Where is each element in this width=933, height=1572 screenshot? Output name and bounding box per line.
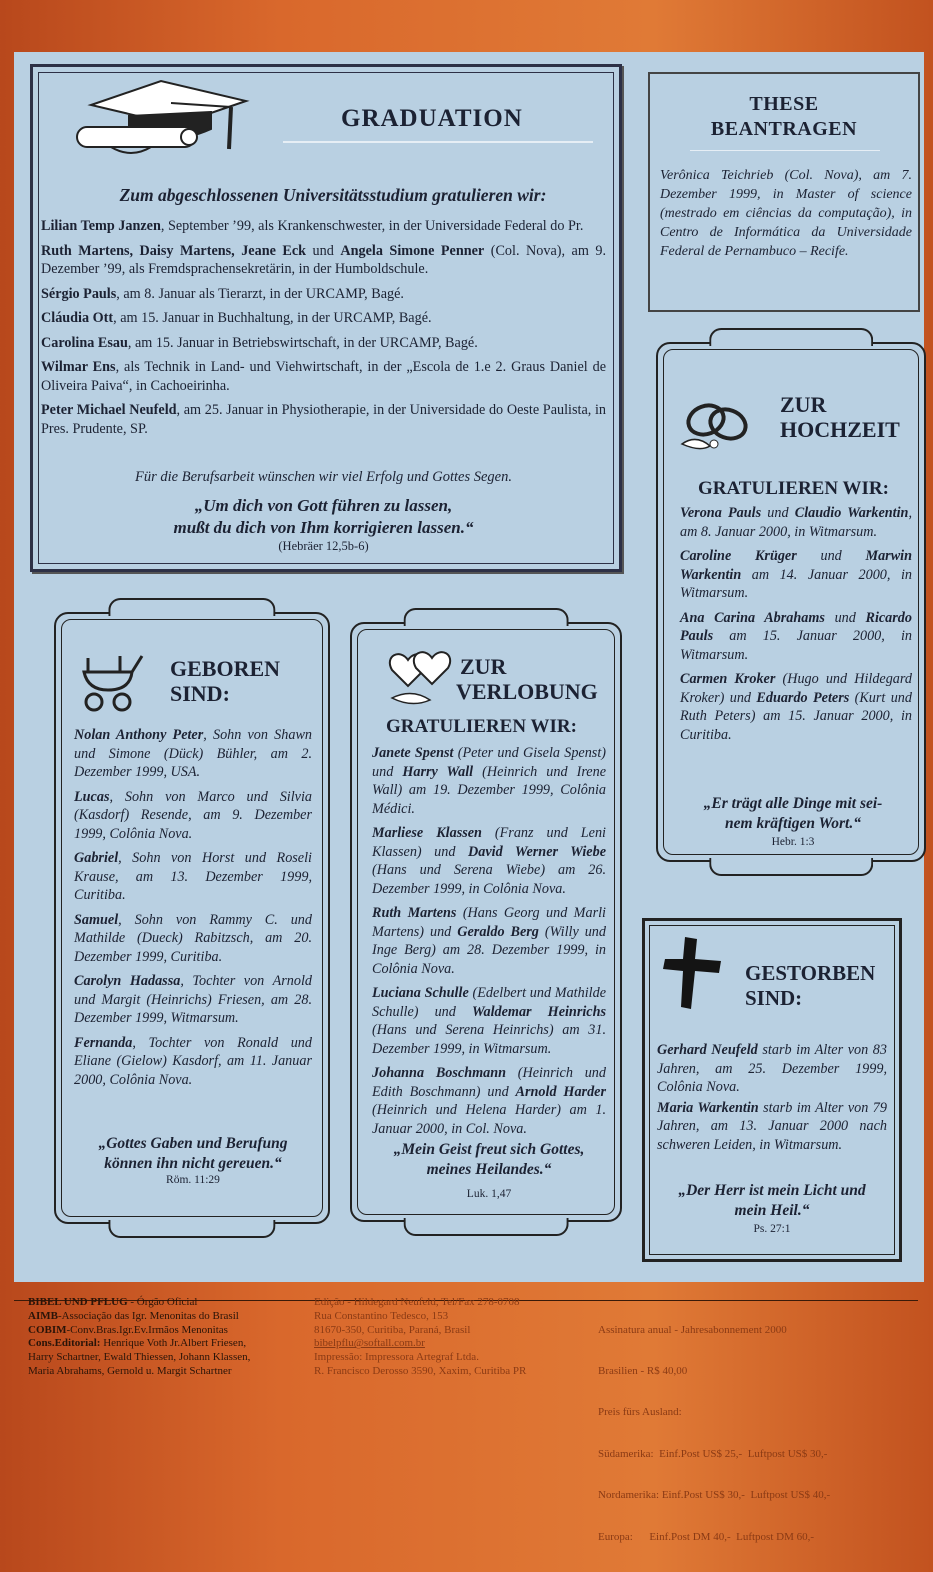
title-rule xyxy=(283,141,593,143)
footer-col-subscription: Assinatura anual - Jahresabonnement 2000 Brasilien - R$ 40,00 Preis fürs Ausland: Südamerika: Einf.Post US$ 25,- Luftpost US$ 30,- Nordamerika: Einf.Post US$ 30,- Luftpost US$ 40,- Europa: Einf.Post DM 40,- Luftpost DM 60,- xyxy=(598,1323,831,1543)
these-box xyxy=(648,72,920,312)
imprint-footer xyxy=(14,1296,918,1543)
wedding-rings-icon xyxy=(676,394,756,454)
graduation-entry: Sérgio Pauls, am 8. Januar als Tierarzt, in der URCAMP, Bagé. xyxy=(41,285,404,302)
ornament-bottom xyxy=(709,858,873,876)
list-item: Maria Warkentin starb im Alter von 79 Jahren, am 13. Januar 2000 nach schweren Leiden, in Witmarsum. xyxy=(657,1099,887,1153)
graduation-entry: Wilmar Ens, als Technik in Land- und Viehwirtschaft, in der „Escola de 1.e 2. Graus Daniel de Oliveira Paiva“, in Cachoeirinha. xyxy=(41,359,606,394)
baby-carriage-icon xyxy=(80,648,146,714)
verlobung-box xyxy=(350,622,622,1222)
hearts-icon xyxy=(382,648,458,708)
geboren-reference: Röm. 11:29 xyxy=(166,1174,220,1186)
hochzeit-quote: „Er trägt alle Dinge mit sei- nem kräftigen Wort.“ xyxy=(703,795,883,832)
hochzeit-title: ZUR HOCHZEIT xyxy=(780,392,900,442)
geboren-title: GEBOREN SIND: xyxy=(170,656,281,706)
footer-col-publisher: BIBEL UND PFLUG - Órgão Oficial AIMB-Associação das Igr. Menonitas do Brasil COBIM-Conv.Bras.Igr.Ev.Irmãos Menonitas Cons.Editorial: Henrique Voth Jr.Albert Friesen, Harry Schartner, Ewald Thiessen, Johann Klassen, Maria Abrahams, Gernold u. Margit Schartner xyxy=(28,1296,251,1377)
hochzeit-entries xyxy=(680,504,912,750)
gestorben-reference: Ps. 27:1 xyxy=(753,1223,791,1235)
page xyxy=(14,52,924,1282)
geboren-box xyxy=(54,612,330,1224)
list-item: Nolan Anthony Peter, Sohn von Shawn und Simone (Dück) Bühler, am 2. Dezember 1999, USA. xyxy=(74,727,312,780)
footer-col-edition: Edição - Hildegard Neufeld, Tel/Fax 278-0708 Rua Constantino Tedesco, 153 81670-350, Curitiba, Paraná, Brasil bibelpflu@softall.com.br Impressão: Impressora Artegraf Ltda. R. Francisco Derosso 3590, Xaxim, Curitiba PR xyxy=(314,1296,527,1377)
graduation-entries xyxy=(41,217,606,444)
graduation-box xyxy=(30,64,622,572)
verlobung-title: ZUR VERLOBUNG xyxy=(456,654,598,704)
hochzeit-subtitle: GRATULIEREN WIR: xyxy=(698,478,889,499)
verlobung-entries xyxy=(372,744,606,1144)
graduation-quote: „Um dich von Gott führen zu lassen, mußt du dich von Ihm korrigieren lassen.“ xyxy=(173,496,474,537)
graduation-subtitle: Zum abgeschlossenen Universitätsstudium gratulieren wir: xyxy=(119,185,547,205)
graduation-entry: Peter Michael Neufeld, am 25. Januar in Physiotherapie, in der Universidade do Oeste Paulista, in Pres. Prudente, SP. xyxy=(41,402,606,437)
ornament-top xyxy=(404,608,569,626)
title-rule xyxy=(690,150,880,151)
geboren-quote: „Gottes Gaben und Berufung können ihn nicht gereuen.“ xyxy=(98,1135,288,1172)
list-item: Gabriel, Sohn von Horst und Roseli Krause, am 13. Dezember 1999, Curitiba. xyxy=(74,850,312,903)
list-item: Carolyn Hadassa, Tochter von Arnold und Margit (Heinrichs) Friesen, am 28. Dezember 1999, Witmarsum. xyxy=(74,973,312,1026)
gestorben-quote: „Der Herr ist mein Licht und mein Heil.“ xyxy=(678,1182,866,1219)
graduation-entry: Ruth Martens, Daisy Martens, Jeane Eck und Angela Simone Penner (Col. Nova), am 9. Dezember ’99, als Fremdsprachensekretärin, in der Humboldschule. xyxy=(41,242,607,277)
list-item: Verona Pauls und Claudio Warkentin, am 8. Januar 2000, in Witmarsum. xyxy=(680,505,912,540)
graduation-reference: (Hebräer 12,5b-6) xyxy=(278,539,369,553)
graduation-entry: Cláudia Ott, am 15. Januar in Buchhaltung, in der URCAMP, Bagé. xyxy=(41,310,432,326)
list-item: Carmen Kroker (Hugo und Hildegard Kroker) und Eduardo Peters (Kurt und Ruth Peters) am 15. Januar 2000, in Curitiba. xyxy=(680,671,912,743)
hochzeit-reference: Hebr. 1:3 xyxy=(771,836,815,848)
gestorben-title: GESTORBEN SIND: xyxy=(745,961,876,1010)
list-item: Lucas, Sohn von Marco und Silvia (Kasdorf) Resende, am 9. Dezember 1999, Colônia Nova. xyxy=(74,788,312,842)
ornament-top xyxy=(108,598,275,616)
ornament-bottom xyxy=(404,1218,569,1236)
graduation-entry: Carolina Esau, am 15. Januar in Betriebswirtschaft, in der URCAMP, Bagé. xyxy=(41,334,478,351)
ornament-bottom xyxy=(108,1220,275,1238)
hochzeit-box xyxy=(656,342,926,862)
list-item: Janete Spenst (Peter und Gisela Spenst) und Harry Wall (Heinrich und Irene Wall) am 19. Dezember 1999, Colônia Médici. xyxy=(372,745,606,817)
list-item: Ana Carina Abrahams und Ricardo Pauls am 15. Januar 2000, in Witmarsum. xyxy=(680,609,912,663)
these-text: Verônica Teichrieb (Col. Nova), am 7. Dezember 1999, in Master of science (mestrado em ciências da computação), in Centro de Informática da Universidade Federal de Pernambuco – Recife. xyxy=(660,168,912,259)
list-item: Marliese Klassen (Franz und Leni Klassen) und David Werner Wiebe (Hans und Serena Wiebe) am 26. Dezember 1999, in Colônia Nova. xyxy=(372,825,606,897)
verlobung-quote: „Mein Geist freut sich Gottes, meines Heilandes.“ xyxy=(393,1141,585,1178)
list-item: Johanna Boschmann (Heinrich und Edith Boschmann) und Arnold Harder (Heinrich und Helena Harder) am 1. Januar 2000, in Col. Nova. xyxy=(372,1065,606,1137)
list-item: Caroline Krüger und Marwin Warkentin am 14. Januar 2000, in Witmarsum. xyxy=(680,548,912,601)
cross-icon xyxy=(661,935,725,1011)
geboren-entries xyxy=(74,726,312,1095)
ornament-top xyxy=(709,328,873,346)
gestorben-box xyxy=(642,918,902,1262)
list-item: Ruth Martens (Hans Georg und Marli Martens) und Geraldo Berg (Willy und Inge Berg) am 28. Dezember 1999, in Colônia Nova. xyxy=(372,905,606,977)
gestorben-entries xyxy=(657,1041,887,1160)
graduation-wish: Für die Berufsarbeit wünschen wir viel Erfolg und Gottes Segen. xyxy=(135,469,512,485)
verlobung-subtitle: GRATULIEREN WIR: xyxy=(386,716,577,737)
graduation-cap-icon xyxy=(71,77,251,159)
these-title: THESE BEANTRAGEN xyxy=(710,93,858,140)
graduation-title: GRADUATION xyxy=(341,105,523,132)
list-item: Samuel, Sohn von Rammy C. und Mathilde (Dueck) Rabitzsch, am 20. Dezember 1999, Curitiba. xyxy=(74,911,312,965)
list-item: Gerhard Neufeld starb im Alter von 83 Jahren, am 25. Dezember 1999, Colônia Nova. xyxy=(657,1042,887,1095)
verlobung-reference: Luk. 1,47 xyxy=(466,1188,512,1200)
graduation-entry: Lilian Temp Janzen, September ’99, als Krankenschwester, in der Universidade Federal do Pr. xyxy=(41,218,584,234)
list-item: Luciana Schulle (Edelbert und Mathilde Schulle) und Waldemar Heinrichs (Hans und Serena Heinrichs) am 31. Dezember 1999, in Witmarsum. xyxy=(372,985,606,1057)
list-item: Fernanda, Tochter von Ronald und Eliane (Gielow) Kasdorf, am 11. Januar 2000, Colônia Nova. xyxy=(74,1034,312,1088)
